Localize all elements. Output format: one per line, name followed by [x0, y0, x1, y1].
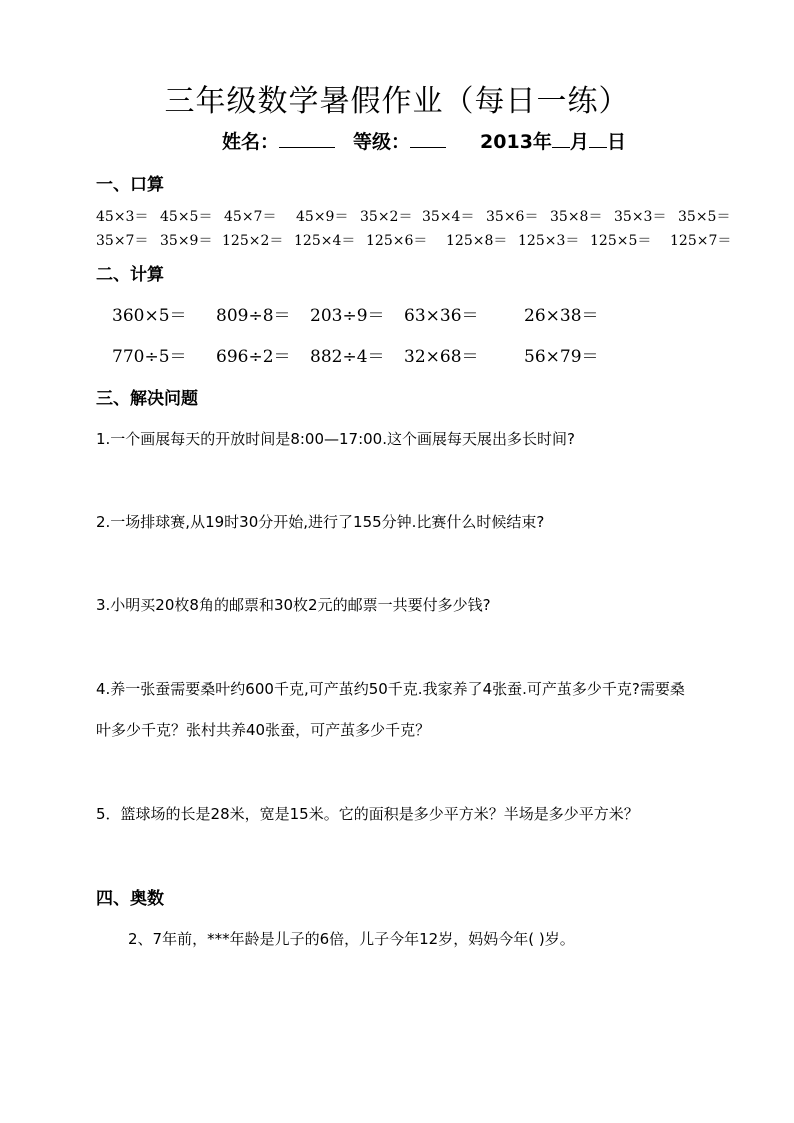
calc-item: 56×79＝ — [524, 347, 599, 367]
page-title: 三年级数学暑假作业（每日一练） — [164, 84, 630, 119]
oral-item: 45×5＝ — [160, 209, 213, 225]
grade-blank[interactable] — [410, 127, 446, 148]
oral-item: 125×6＝ — [366, 233, 428, 249]
oral-item: 35×8＝ — [550, 209, 603, 225]
oral-item: 45×7＝ — [224, 209, 277, 225]
calc-item: 32×68＝ — [404, 347, 479, 367]
calc-item: 696÷2＝ — [216, 347, 291, 367]
section-olympiad-heading: 四、奥数 — [96, 889, 164, 909]
month-blank[interactable] — [552, 127, 570, 148]
calc-item: 360×5＝ — [112, 306, 187, 326]
calc-item: 882÷4＝ — [310, 347, 385, 367]
oral-item: 125×8＝ — [446, 233, 508, 249]
grade-label: 等级： — [353, 131, 411, 153]
oral-item: 45×3＝ — [96, 209, 149, 225]
problem-4-line-1: 4.养一张蚕需要桑叶约600千克,可产茧约50千克.我家养了4张蚕.可产茧多少千克?需要桑 — [96, 680, 685, 698]
calc-item: 809÷8＝ — [216, 306, 291, 326]
section-problems-heading: 三、解决问题 — [96, 389, 198, 409]
problem-3: 3.小明买20枚8角的邮票和30枚2元的邮票一共要付多少钱? — [96, 596, 491, 614]
section-calc-heading: 二、计算 — [96, 265, 164, 285]
year-label: 2013年 — [480, 131, 552, 153]
oral-item: 35×4＝ — [422, 209, 475, 225]
oral-item: 35×5＝ — [678, 209, 731, 225]
problem-5: 5．篮球场的长是28米，宽是15米。它的面积是多少平方米？半场是多少平方米？ — [96, 805, 639, 823]
calc-item: 203÷9＝ — [310, 306, 385, 326]
day-blank[interactable] — [589, 127, 607, 148]
calc-item: 63×36＝ — [404, 306, 479, 326]
oral-item: 125×5＝ — [590, 233, 652, 249]
section-oral-heading: 一、口算 — [96, 175, 164, 195]
name-blank[interactable] — [279, 127, 335, 148]
day-label: 日 — [606, 131, 626, 153]
oral-item: 45×9＝ — [296, 209, 349, 225]
oral-item: 35×3＝ — [614, 209, 667, 225]
month-label: 月 — [569, 131, 589, 153]
problem-4-line-2: 叶多少千克？张村共养40张蚕，可产茧多少千克？ — [96, 721, 431, 739]
olympiad-problem: 2、7年前，***年龄是儿子的6倍，儿子今年12岁，妈妈今年( )岁。 — [128, 930, 575, 948]
oral-item: 35×6＝ — [486, 209, 539, 225]
calc-item: 770÷5＝ — [112, 347, 187, 367]
problem-2: 2.一场排球赛,从19时30分开始,进行了155分钟.比赛什么时候结束? — [96, 513, 545, 531]
oral-item: 125×3＝ — [518, 233, 580, 249]
oral-item: 125×2＝ — [222, 233, 284, 249]
oral-item: 35×7＝ — [96, 233, 149, 249]
oral-item: 125×4＝ — [294, 233, 356, 249]
problem-1: 1.一个画展每天的开放时间是8:00—17:00.这个画展每天展出多长时间? — [96, 430, 575, 448]
name-label: 姓名： — [222, 131, 280, 153]
oral-item: 35×2＝ — [360, 209, 413, 225]
oral-item: 35×9＝ — [160, 233, 213, 249]
calc-item: 26×38＝ — [524, 306, 599, 326]
header-info — [222, 127, 626, 154]
oral-item: 125×7＝ — [670, 233, 732, 249]
